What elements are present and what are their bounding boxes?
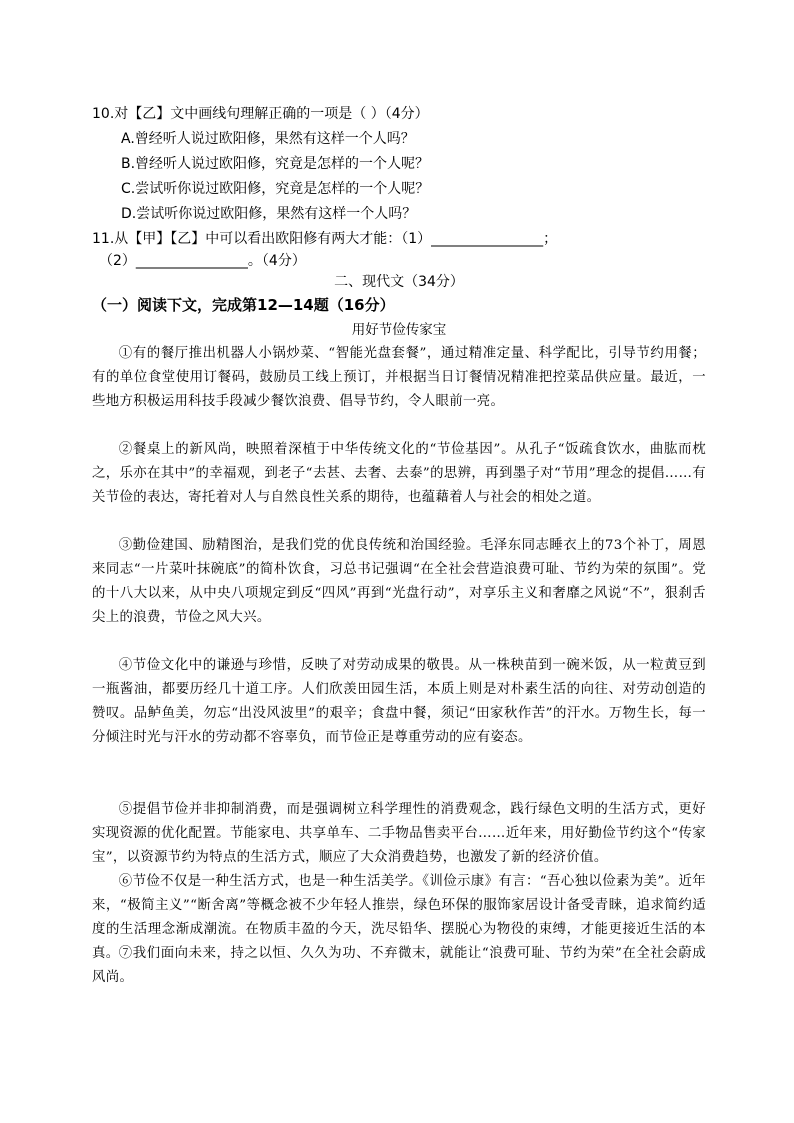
- question-10-option-b: B.曾经听人说过欧阳修，究竟是怎样的一个人呢？: [121, 156, 430, 172]
- question-10-stem: 10.对【乙】文中画线句理解正确的一项是（ ）（4分）: [92, 106, 429, 122]
- article-paragraph-3: ③勤俭建国、励精图治，是我们党的优良传统和治国经验。毛泽东同志睡衣上的73个补丁，周恩来同志“一片菜叶抹碗底”的简朴饮食，习总书记强调“在全社会营造浪费可耻、节约为荣的氛围”。党的十八大以来，从中央八项规定到反“四风”再到“光盘行动”，对享乐主义和奢靡之风说“不”，狠刹舌尖上的浪费，节俭之风大兴。: [92, 538, 706, 625]
- question-11-line-2: （2）________________。（4分）: [99, 253, 306, 269]
- section-heading: 二、现代文（34分）: [334, 274, 464, 290]
- part-heading: （一）阅读下文，完成第12—14题（16分）: [92, 296, 395, 314]
- article-title: 用好节俭传家宝: [351, 322, 447, 338]
- question-10-option-c: C.尝试听你说过欧阳修，究竟是怎样的一个人呢？: [121, 181, 430, 197]
- question-10-option-a: A.曾经听人说过欧阳修，果然有这样一个人吗？: [121, 131, 415, 147]
- question-11-line-1: 11.从【甲】【乙】中可以看出欧阳修有两大才能：（1）________________；: [92, 231, 558, 247]
- article-paragraph-1: ①有的餐厅推出机器人小锅炒菜、“智能光盘套餐”，通过精准定量、科学配比，引导节约用餐；有的单位食堂使用订餐码，鼓励员工线上预订，并根据当日订餐情况精准把控菜品供应量。最近，一些地方积极运用科技手段减少餐饮浪费、倡导节约，令人眼前一亮。: [92, 346, 706, 409]
- question-10-option-d: D.尝试听你说过欧阳修，果然有这样一个人吗？: [121, 206, 417, 222]
- article-paragraph-5: ⑤提倡节俭并非抑制消费，而是强调树立科学理性的消费观念，践行绿色文明的生活方式，更好实现资源的优化配置。节能家电、共享单车、二手物品售卖平台……近年来，用好勤俭节约这个“传家宝”，以资源节约为特点的生活方式，顺应了大众消费趋势，也激发了新的经济价值。: [92, 802, 706, 865]
- article-paragraph-6: ⑥节俭不仅是一种生活方式，也是一种生活美学。《训俭示康》有言：“吾心独以俭素为美”。近年来，“极简主义”“断舍离”等概念被不少年轻人推崇，绿色环保的服饰家居设计备受青睐，追求简约适度的生活理念渐成潮流。在物质丰盈的今天，洗尽铅华、摆脱心为物役的束缚，才能更接近生活的本真。: [92, 874, 706, 961]
- article-paragraph-7: ⑦我们面向未来，持之以恒、久久为功、不弃微末，就能让“浪费可耻、节约为荣”在全社会蔚成风尚。: [92, 946, 706, 985]
- article-paragraph-4: ④节俭文化中的谦逊与珍惜，反映了对劳动成果的敬畏。从一株秧苗到一碗米饭，从一粒黄豆到一瓶酱油，都要历经几十道工序。人们欣羡田园生活，本质上则是对朴素生活的向往、对劳动创造的赞叹。品鲈鱼美，勿忘“出没风波里”的艰辛；食盘中餐，须记“田家秋作苦”的汗水。万物生长，每一分倾注时光与汗水的劳动都不容辜负，而节俭正是尊重劳动的应有姿态。: [92, 658, 706, 745]
- article-paragraph-2: ②餐桌上的新风尚，映照着深植于中华传统文化的“节俭基因”。从孔子“饭疏食饮水，曲肱而枕之，乐亦在其中”的幸福观，到老子“去甚、去奢、去泰”的思辨，再到墨子对“节用”理念的提倡……有关节俭的表达，寄托着对人与自然良性关系的期待，也蕴藉着人与社会的相处之道。: [92, 442, 706, 505]
